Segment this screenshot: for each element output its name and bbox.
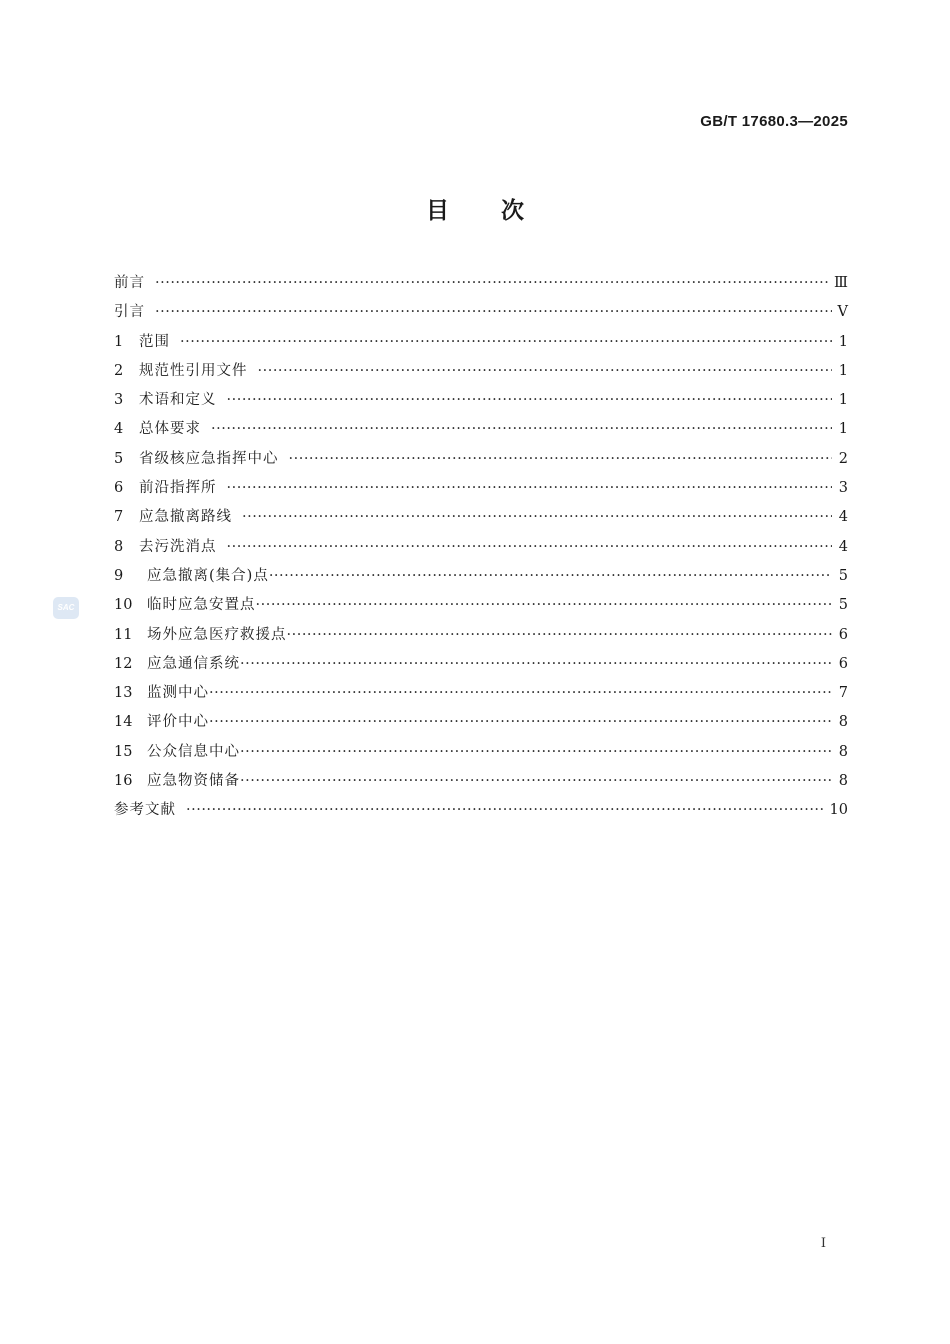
toc-entry[interactable] [114, 445, 848, 474]
toc-entry-page: Ⅲ [834, 275, 848, 291]
toc-entry-page: 5 [838, 567, 848, 584]
table-of-contents [114, 269, 848, 826]
toc-leader [242, 503, 832, 532]
toc-leader [209, 679, 832, 708]
toc-entry-number: 16 [114, 773, 133, 790]
toc-entry-number: 7 [114, 509, 124, 526]
toc-entry-number: 4 [114, 421, 124, 438]
toc-entry-number: 6 [114, 480, 124, 497]
toc-entry-label: 引言 [114, 304, 145, 321]
toc-entry-number: 1 [114, 333, 124, 350]
toc-entry[interactable] [114, 328, 848, 357]
toc-leader [289, 445, 833, 474]
toc-leader [240, 738, 832, 767]
toc-entry-label: 场外应急医疗救援点 [147, 626, 287, 643]
toc-entry-label: 应急物资储备 [147, 773, 240, 790]
toc-entry-number: 2 [114, 362, 124, 379]
toc-entry[interactable] [114, 357, 848, 386]
toc-entry-page: 8 [838, 714, 848, 731]
toc-leader [209, 708, 832, 737]
toc-entry-number: 8 [114, 538, 124, 555]
toc-leader [180, 328, 832, 357]
toc-entry-label: 术语和定义 [139, 392, 217, 409]
toc-leader [186, 796, 824, 825]
toc-leader [227, 386, 833, 415]
toc-entry-number: 13 [114, 685, 133, 702]
toc-entry-label: 去污洗消点 [139, 538, 217, 555]
toc-entry[interactable] [114, 386, 848, 415]
toc-leader [227, 533, 833, 562]
toc-entry[interactable] [114, 562, 848, 591]
toc-entry[interactable] [114, 474, 848, 503]
toc-leader [155, 269, 828, 298]
toc-entry-number: 12 [114, 655, 133, 672]
toc-leader [240, 650, 832, 679]
toc-entry-label: 规范性引用文件 [139, 362, 248, 379]
toc-entry-page: 2 [838, 450, 848, 467]
toc-entry[interactable] [114, 767, 848, 796]
toc-leader [211, 415, 832, 444]
toc-entry-number: 9 [114, 567, 124, 584]
toc-entry-label: 评价中心 [147, 714, 209, 731]
toc-entry-number: 14 [114, 714, 133, 731]
toc-entry-label: 总体要求 [139, 421, 201, 438]
toc-entry-number: 11 [114, 626, 133, 643]
toc-entry-label: 监测中心 [147, 685, 209, 702]
toc-entry-page: 8 [838, 743, 848, 760]
toc-entry[interactable] [114, 298, 848, 327]
toc-entry[interactable] [114, 621, 848, 650]
toc-leader [287, 621, 833, 650]
toc-entry[interactable] [114, 708, 848, 737]
toc-entry-page: 8 [838, 773, 848, 790]
toc-leader [256, 591, 833, 620]
page-number: Ⅰ [820, 1236, 826, 1251]
toc-entry[interactable] [114, 738, 848, 767]
toc-entry[interactable] [114, 503, 848, 532]
toc-entry-page: 4 [838, 509, 848, 526]
toc-entry-page: 1 [838, 333, 848, 350]
toc-entry-number: 5 [114, 450, 124, 467]
toc-entry[interactable] [114, 533, 848, 562]
toc-entry-page: 5 [838, 597, 848, 614]
toc-entry-label: 范围 [139, 333, 170, 350]
sac-watermark-logo: SAC [53, 597, 79, 619]
toc-entry-page: 1 [838, 392, 848, 409]
toc-entry-label: 应急撤离路线 [139, 509, 232, 526]
toc-entry-page: 6 [838, 655, 848, 672]
toc-entry-label: 临时应急安置点 [147, 597, 256, 614]
toc-entry[interactable] [114, 591, 848, 620]
toc-entry-number: 10 [114, 597, 133, 614]
page-title: 目次 [426, 198, 576, 224]
toc-entry-page: 4 [838, 538, 848, 555]
toc-leader [269, 562, 832, 591]
toc-entry-page: 6 [838, 626, 848, 643]
toc-entry[interactable] [114, 650, 848, 679]
toc-leader [155, 298, 832, 327]
toc-entry[interactable] [114, 796, 848, 825]
toc-entry[interactable] [114, 679, 848, 708]
standard-number: GB/T 17680.3—2025 [700, 113, 848, 130]
toc-entry-label: 前言 [114, 275, 145, 291]
toc-entry-page: Ⅴ [837, 304, 848, 321]
toc-entry-page: 1 [838, 362, 848, 379]
toc-entry[interactable] [114, 415, 848, 444]
toc-entry-number: 15 [114, 743, 133, 760]
toc-entry-label: 应急撤离(集合)点 [147, 567, 269, 584]
toc-entry-label: 公众信息中心 [147, 743, 240, 760]
toc-entry[interactable] [114, 269, 848, 298]
toc-leader [227, 474, 833, 503]
toc-entry-label: 应急通信系统 [147, 655, 240, 672]
toc-entry-number: 3 [114, 392, 124, 409]
toc-entry-page: 7 [838, 685, 848, 702]
toc-entry-page: 10 [829, 802, 848, 819]
toc-entry-label: 前沿指挥所 [139, 480, 217, 497]
toc-entry-label: 参考文献 [114, 802, 176, 819]
toc-leader [240, 767, 832, 796]
toc-entry-page: 1 [838, 421, 848, 438]
toc-entry-page: 3 [838, 480, 848, 497]
toc-leader [258, 357, 833, 386]
toc-entry-label: 省级核应急指挥中心 [139, 450, 279, 467]
